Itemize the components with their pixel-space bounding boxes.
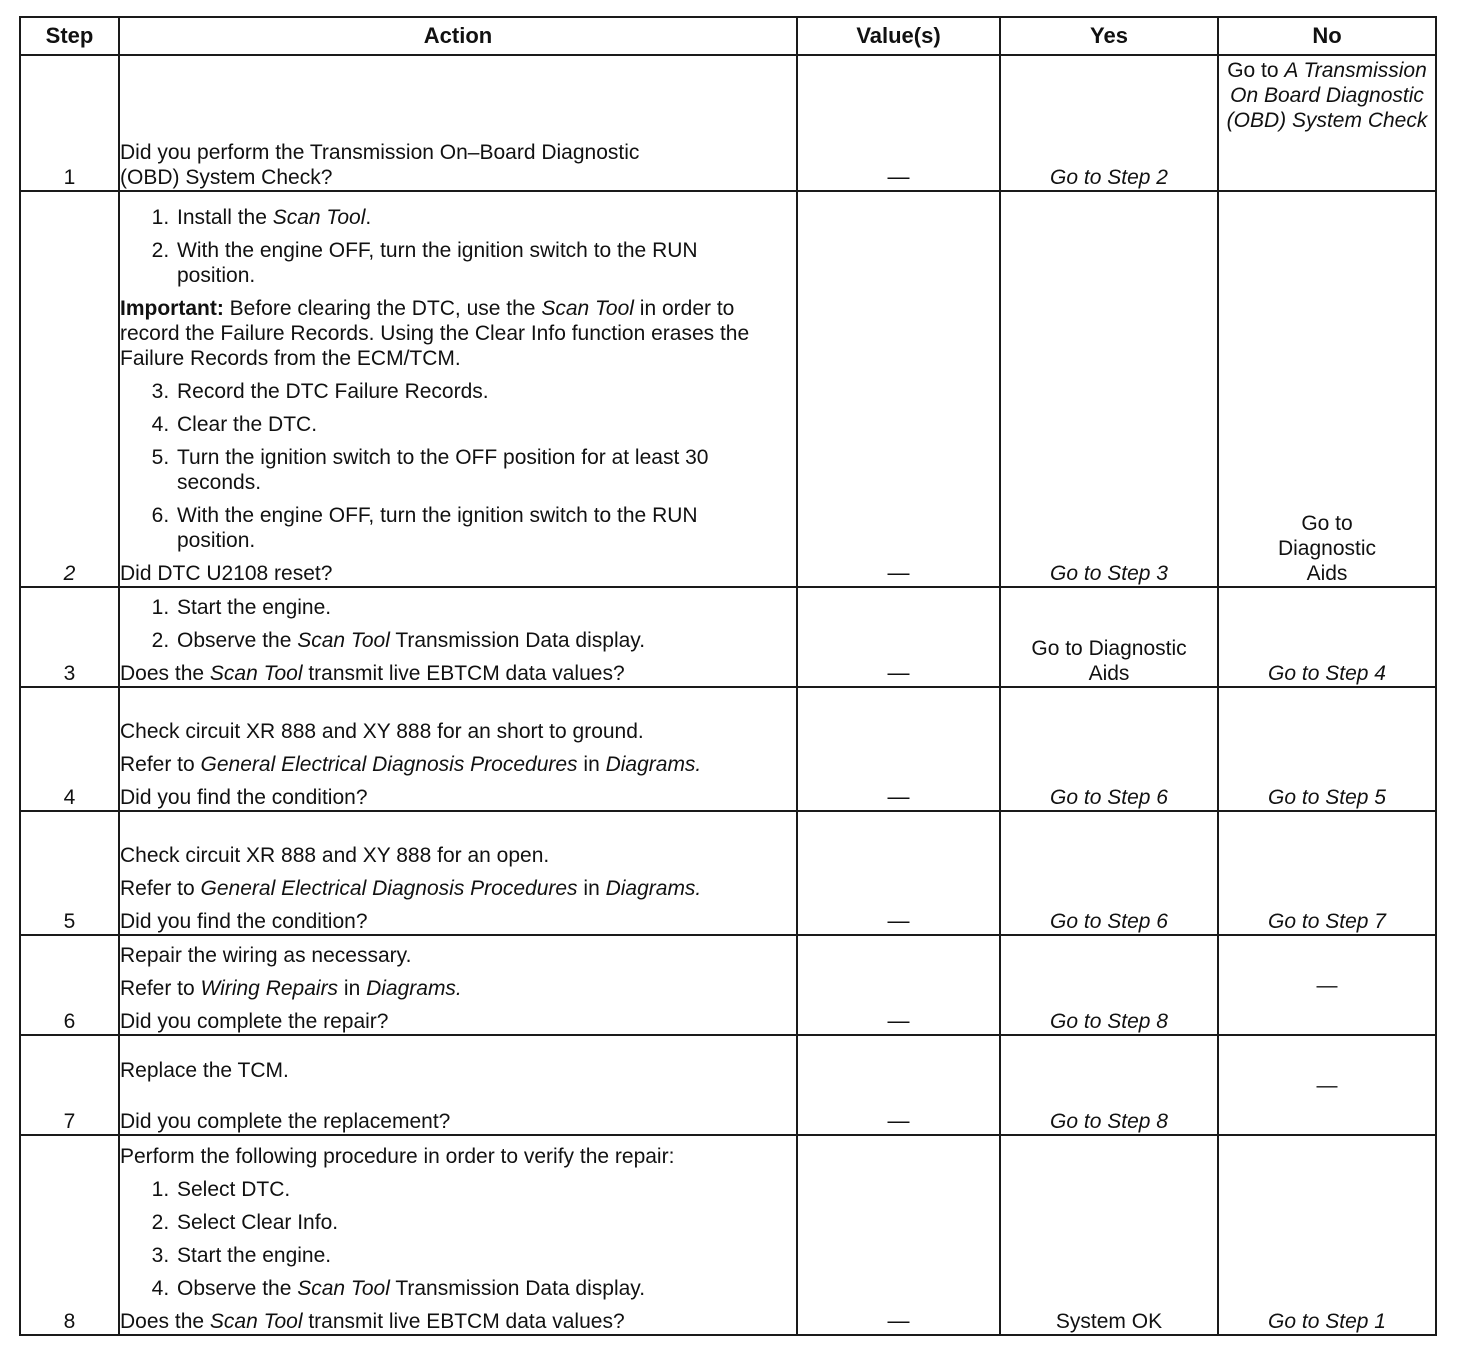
yes-cell: Go to Step 3 <box>1000 191 1218 587</box>
step-number: 7 <box>20 1035 119 1135</box>
value-cell: — <box>797 55 1000 191</box>
action-question: Does the Scan Tool transmit live EBTCM data values? <box>120 662 625 685</box>
value-cell: — <box>797 587 1000 687</box>
no-cell: Go to Step 1 <box>1218 1135 1436 1335</box>
step-number: 5 <box>20 811 119 935</box>
action-cell <box>119 1135 797 1335</box>
no-text: Go to <box>1227 59 1285 82</box>
no-cell: — <box>1218 1035 1436 1135</box>
action-instruction: Check circuit XR 888 and XY 888 for an open. <box>120 844 550 867</box>
no-reference: A Transmission On Board Diagnostic (OBD) System Check <box>1226 59 1428 132</box>
step-number: 6 <box>20 935 119 1035</box>
action-question: Did you find the condition? <box>120 910 368 933</box>
action-cell <box>119 1035 797 1135</box>
step-number: 1 <box>20 55 119 191</box>
yes-cell: Go to Step 8 <box>1000 935 1218 1035</box>
value-cell: — <box>797 1135 1000 1335</box>
action-question: Does the Scan Tool transmit live EBTCM data values? <box>120 1310 625 1333</box>
action-steps <box>120 205 796 288</box>
action-instruction: Repair the wiring as necessary. <box>120 944 412 967</box>
table-row <box>20 1035 1436 1135</box>
table-row <box>20 687 1436 811</box>
action-instruction: Check circuit XR 888 and XY 888 for an short to ground. <box>120 720 644 743</box>
action-step: 2. With the engine OFF, turn the ignition switch to the RUN position. <box>175 238 796 288</box>
table-row <box>20 1135 1436 1335</box>
action-steps <box>120 595 796 653</box>
action-step: 3. Record the DTC Failure Records. <box>175 379 796 404</box>
value-cell: — <box>797 811 1000 935</box>
yes-cell: Go to Diagnostic Aids <box>1000 587 1218 687</box>
step-number: 4 <box>20 687 119 811</box>
action-question: Did you complete the replacement? <box>120 1110 451 1133</box>
action-steps <box>120 1177 796 1301</box>
important-note: Important: Before clearing the DTC, use the Scan Tool in order to record the Failure Records. Using the Clear Info function erases the Failure Records from the ECM/TCM. <box>120 297 750 370</box>
action-cell <box>119 55 797 191</box>
header-step: Step <box>20 17 119 55</box>
action-step: 1. Select DTC. <box>175 1177 796 1202</box>
action-step: 1. Start the engine. <box>175 595 796 620</box>
value-cell: — <box>797 1035 1000 1135</box>
table-row <box>20 811 1436 935</box>
action-step: 4. Clear the DTC. <box>175 412 796 437</box>
no-cell: Go to Step 5 <box>1218 687 1436 811</box>
action-cell <box>119 811 797 935</box>
yes-cell: Go to Step 8 <box>1000 1035 1218 1135</box>
yes-cell: System OK <box>1000 1135 1218 1335</box>
no-cell <box>1218 55 1436 191</box>
action-cell <box>119 935 797 1035</box>
table-row <box>20 55 1436 191</box>
yes-cell: Go to Step 6 <box>1000 811 1218 935</box>
action-step: 5. Turn the ignition switch to the OFF position for at least 30 seconds. <box>175 445 796 495</box>
action-reference: Refer to Wiring Repairs in Diagrams. <box>120 977 462 1000</box>
diagnostic-table <box>19 16 1437 1336</box>
action-cell <box>119 587 797 687</box>
action-cell <box>119 191 797 587</box>
no-cell: — <box>1218 935 1436 1035</box>
action-step: 2. Select Clear Info. <box>175 1210 796 1235</box>
action-cell <box>119 687 797 811</box>
header-values: Value(s) <box>797 17 1000 55</box>
table-row <box>20 935 1436 1035</box>
action-question: Did DTC U2108 reset? <box>120 562 333 585</box>
yes-cell: Go to Step 2 <box>1000 55 1218 191</box>
step-number: 2 <box>20 191 119 587</box>
table-header-row <box>20 17 1436 55</box>
header-no: No <box>1218 17 1436 55</box>
header-yes: Yes <box>1000 17 1218 55</box>
action-question: Did you perform the Transmission On–Board Diagnostic (OBD) System Check? <box>120 141 640 189</box>
step-number: 8 <box>20 1135 119 1335</box>
value-cell: — <box>797 687 1000 811</box>
action-step: 3. Start the engine. <box>175 1243 796 1268</box>
action-steps <box>120 379 796 553</box>
action-step: 6. With the engine OFF, turn the ignition switch to the RUN position. <box>175 503 796 553</box>
action-reference: Refer to General Electrical Diagnosis Procedures in Diagrams. <box>120 753 702 776</box>
value-cell: — <box>797 191 1000 587</box>
header-action: Action <box>119 17 797 55</box>
value-cell: — <box>797 935 1000 1035</box>
action-step: 4. Observe the Scan Tool Transmission Data display. <box>175 1276 796 1301</box>
action-step: 2. Observe the Scan Tool Transmission Data display. <box>175 628 796 653</box>
no-cell: Go to Diagnostic Aids <box>1218 191 1436 587</box>
action-instruction: Replace the TCM. <box>120 1059 289 1082</box>
action-reference: Refer to General Electrical Diagnosis Procedures in Diagrams. <box>120 877 702 900</box>
yes-cell: Go to Step 6 <box>1000 687 1218 811</box>
action-step: 1. Install the Scan Tool. <box>175 205 796 230</box>
action-question: Did you complete the repair? <box>120 1010 389 1033</box>
action-question: Did you find the condition? <box>120 786 368 809</box>
table-row <box>20 587 1436 687</box>
action-instruction: Perform the following procedure in order to verify the repair: <box>120 1145 675 1168</box>
no-cell: Go to Step 7 <box>1218 811 1436 935</box>
table-row <box>20 191 1436 587</box>
no-cell: Go to Step 4 <box>1218 587 1436 687</box>
step-number: 3 <box>20 587 119 687</box>
